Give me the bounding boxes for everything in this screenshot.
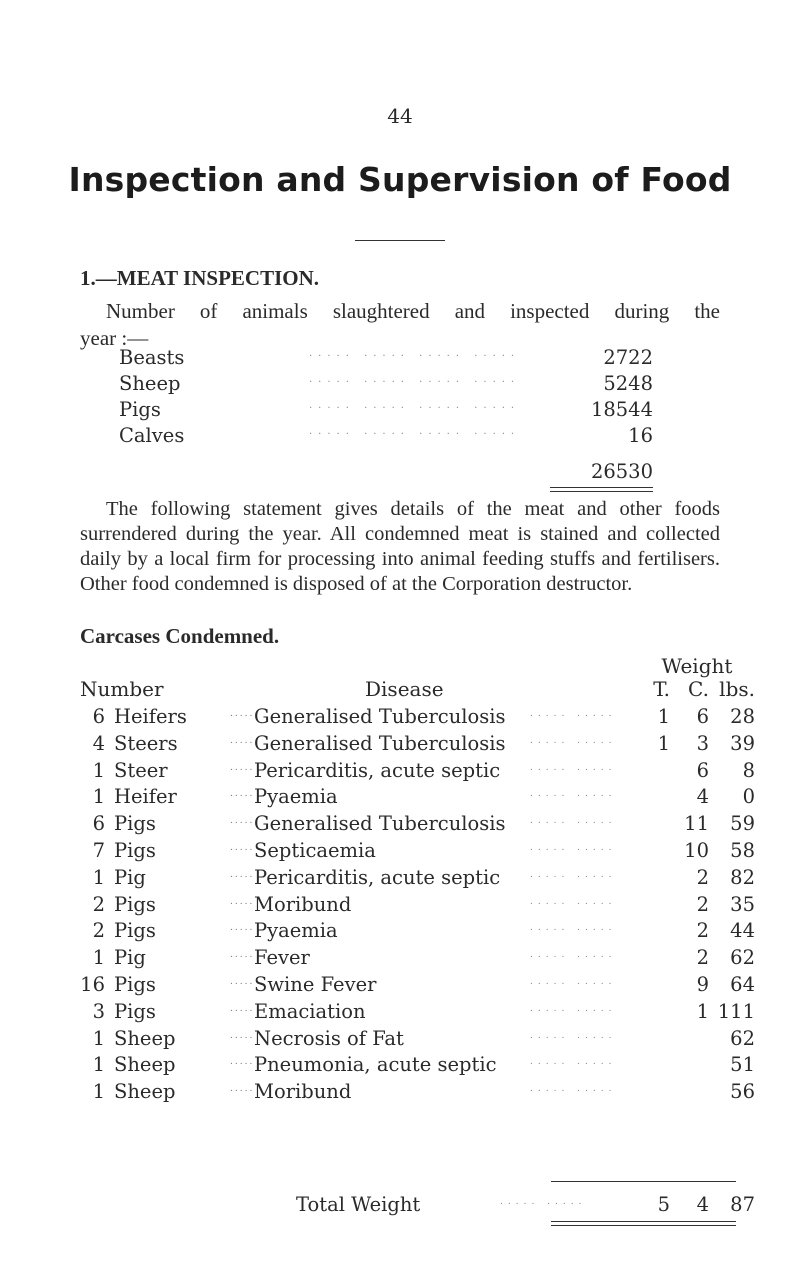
leader-dots: ..... bbox=[230, 896, 255, 907]
leader-dots: ..... ..... bbox=[530, 923, 617, 934]
carcases-heading: Carcases Condemned. bbox=[80, 624, 280, 648]
leader-dots: ..... bbox=[230, 1003, 255, 1014]
carcase-count: 16 bbox=[80, 973, 105, 996]
carcase-disease: Fever bbox=[254, 946, 310, 970]
leader-dots: ..... bbox=[230, 923, 255, 934]
carcase-weight-c: 11 bbox=[684, 812, 709, 836]
leader-dots: ..... bbox=[230, 843, 255, 853]
disease-header: Disease bbox=[365, 677, 444, 701]
leader-dots: ..... ..... bbox=[500, 1197, 587, 1207]
leader-dots: ..... ..... bbox=[530, 1057, 617, 1068]
carcase-disease: Moribund bbox=[254, 1080, 352, 1104]
table-row bbox=[0, 866, 800, 896]
total-rule bbox=[551, 1181, 736, 1182]
carcase-animal: Sheep bbox=[114, 1080, 176, 1104]
carcase-animal: Steer bbox=[114, 758, 168, 782]
carcase-weight-lbs: 62 bbox=[730, 1026, 755, 1050]
leader-dots: ..... ..... bbox=[530, 762, 617, 773]
carcase-count: 6 bbox=[92, 705, 105, 728]
carcase-weight-lbs: 39 bbox=[730, 731, 755, 755]
carcase-weight-c: 4 bbox=[696, 785, 709, 809]
stat-label: Sheep bbox=[119, 372, 181, 395]
carcase-disease: Pyaemia bbox=[254, 919, 338, 943]
carcase-disease: Generalised Tuberculosis bbox=[254, 731, 506, 755]
carcase-weight-c: 6 bbox=[696, 758, 709, 782]
carcase-animal: Pig bbox=[114, 865, 146, 889]
carcase-count: 1 bbox=[92, 1053, 105, 1077]
table-row bbox=[0, 1000, 800, 1030]
carcase-count: 4 bbox=[92, 731, 105, 755]
leader-dots: ..... ..... bbox=[530, 896, 617, 907]
table-row bbox=[0, 1027, 800, 1057]
leader-dots: ..... ..... bbox=[530, 1084, 617, 1095]
intro-line-2: year :— bbox=[80, 326, 149, 350]
carcase-count: 1 bbox=[92, 1026, 105, 1050]
carcase-animal: Pig bbox=[114, 946, 146, 970]
carcase-count: 1 bbox=[92, 785, 105, 809]
table-row bbox=[0, 705, 800, 735]
carcase-disease: Pericarditis, acute septic bbox=[254, 758, 501, 782]
leader-dots: ..... ..... bbox=[530, 709, 617, 719]
table-row bbox=[0, 973, 800, 1003]
carcase-disease: Moribund bbox=[254, 892, 352, 916]
statement-paragraph bbox=[80, 497, 720, 597]
stat-value: 5248 bbox=[603, 372, 653, 395]
carcase-weight-lbs: 62 bbox=[730, 946, 755, 970]
table-row bbox=[0, 785, 800, 815]
carcase-disease: Pneumonia, acute septic bbox=[254, 1053, 497, 1077]
carcase-animal: Heifers bbox=[114, 705, 187, 728]
carcase-animal: Pigs bbox=[114, 999, 156, 1023]
page-title: Inspection and Supervision of Food bbox=[68, 160, 732, 199]
table-row bbox=[0, 1080, 800, 1110]
double-rule bbox=[550, 487, 653, 488]
leader-dots: ..... bbox=[230, 762, 255, 773]
double-rule bbox=[551, 1221, 736, 1222]
leader-dots: ..... bbox=[230, 950, 255, 961]
carcase-weight-c: 2 bbox=[696, 946, 709, 970]
carcase-weight-c: 2 bbox=[696, 919, 709, 943]
stat-value: 16 bbox=[628, 424, 653, 447]
tons-header: T. bbox=[653, 677, 670, 701]
leader-dots: ..... bbox=[230, 869, 255, 880]
total-t: 5 bbox=[657, 1193, 670, 1216]
carcase-animal: Pigs bbox=[114, 892, 156, 916]
carcase-weight-c: 10 bbox=[684, 839, 709, 862]
carcase-weight-t: 1 bbox=[657, 705, 670, 728]
leader-dots: ..... ..... bbox=[530, 1003, 617, 1014]
leader-dots: ..... ..... bbox=[530, 789, 617, 800]
carcase-animal: Pigs bbox=[114, 919, 156, 943]
carcase-disease: Generalised Tuberculosis bbox=[254, 705, 506, 728]
carcase-weight-lbs: 0 bbox=[742, 785, 755, 809]
stat-row-calves bbox=[119, 424, 653, 454]
carcase-weight-lbs: 28 bbox=[730, 705, 755, 728]
leader-dots: ..... bbox=[230, 789, 255, 800]
carcase-count: 6 bbox=[92, 812, 105, 836]
leader-dots: ..... ..... bbox=[530, 735, 617, 746]
total-row bbox=[0, 1193, 800, 1223]
carcase-animal: Pigs bbox=[114, 812, 156, 836]
carcase-count: 1 bbox=[92, 758, 105, 782]
carcase-disease: Pyaemia bbox=[254, 785, 338, 809]
carcase-animal: Pigs bbox=[114, 973, 156, 996]
section-heading: 1.—MEAT INSPECTION. bbox=[80, 266, 320, 290]
carcase-animal: Heifer bbox=[114, 785, 177, 809]
table-row bbox=[0, 893, 800, 923]
stat-label: Pigs bbox=[119, 398, 161, 421]
leader-dots: ..... bbox=[230, 1084, 255, 1095]
carcase-weight-lbs: 58 bbox=[730, 839, 755, 862]
stat-label: Calves bbox=[119, 424, 185, 447]
table-row bbox=[0, 946, 800, 976]
carcase-count: 2 bbox=[92, 892, 105, 916]
carcase-animal: Sheep bbox=[114, 1053, 176, 1077]
cwt-header: C. bbox=[688, 677, 709, 701]
leader-dots: ..... ..... ..... ..... bbox=[309, 348, 521, 359]
table-row bbox=[0, 919, 800, 949]
table-row bbox=[0, 839, 800, 869]
carcase-weight-c: 1 bbox=[696, 999, 709, 1023]
carcase-weight-lbs: 59 bbox=[730, 812, 755, 836]
carcase-disease: Necrosis of Fat bbox=[254, 1026, 404, 1050]
carcase-weight-t: 1 bbox=[657, 731, 670, 755]
carcase-weight-lbs: 64 bbox=[730, 973, 755, 996]
carcase-count: 2 bbox=[92, 919, 105, 943]
total-c: 4 bbox=[696, 1193, 709, 1216]
carcase-count: 1 bbox=[92, 865, 105, 889]
table-row bbox=[0, 759, 800, 789]
carcase-disease: Septicaemia bbox=[254, 839, 376, 862]
carcase-weight-lbs: 35 bbox=[730, 892, 755, 916]
leader-dots: ..... bbox=[230, 1057, 255, 1068]
carcase-animal: Pigs bbox=[114, 839, 156, 862]
carcase-disease: Pericarditis, acute septic bbox=[254, 865, 501, 889]
carcase-count: 1 bbox=[92, 946, 105, 970]
carcase-disease: Swine Fever bbox=[254, 973, 377, 996]
leader-dots: ..... ..... ..... ..... bbox=[309, 426, 521, 437]
carcase-weight-c: 2 bbox=[696, 865, 709, 889]
carcase-weight-lbs: 111 bbox=[717, 999, 755, 1023]
leader-dots: ..... bbox=[230, 816, 255, 827]
table-row bbox=[0, 812, 800, 842]
leader-dots: ..... ..... bbox=[530, 950, 617, 961]
leader-dots: ..... ..... bbox=[530, 869, 617, 880]
leader-dots: ..... bbox=[230, 977, 255, 987]
carcase-count: 3 bbox=[92, 999, 105, 1023]
carcase-weight-c: 3 bbox=[696, 731, 709, 755]
leader-dots: ..... ..... bbox=[530, 1030, 617, 1041]
stat-value: 18544 bbox=[590, 398, 653, 421]
table-row bbox=[0, 732, 800, 762]
stat-total-row bbox=[119, 460, 653, 490]
carcase-disease: Generalised Tuberculosis bbox=[254, 812, 506, 836]
leader-dots: ..... bbox=[230, 709, 255, 719]
total-label: Total Weight bbox=[296, 1193, 421, 1216]
carcase-count: 1 bbox=[92, 1080, 105, 1104]
carcase-weight-lbs: 56 bbox=[730, 1080, 755, 1104]
carcase-weight-lbs: 8 bbox=[742, 758, 755, 782]
number-header: Number bbox=[80, 677, 164, 701]
total-lbs: 87 bbox=[730, 1193, 755, 1216]
leader-dots: ..... bbox=[230, 1030, 255, 1041]
double-rule bbox=[551, 1225, 736, 1226]
intro-line-1: Number of animals slaughtered and inspected during the bbox=[106, 299, 720, 323]
carcase-disease: Emaciation bbox=[254, 999, 366, 1023]
leader-dots: ..... ..... ..... ..... bbox=[309, 400, 521, 411]
stat-label: Beasts bbox=[119, 346, 185, 369]
carcase-weight-lbs: 82 bbox=[730, 865, 755, 889]
page-number: 44 bbox=[387, 104, 413, 128]
carcase-weight-lbs: 44 bbox=[730, 919, 755, 943]
stat-value: 2722 bbox=[603, 346, 653, 369]
statement-text: The following statement gives details of the meat and other foods surrendered during the year. All condemned meat is stained and collected daily by a local firm for processing into animal feeding stuffs and fertilisers. Other food condemned is disposed of at the Corporation destructor. bbox=[80, 498, 720, 595]
leader-dots: ..... ..... ..... ..... bbox=[309, 374, 521, 385]
carcase-weight-c: 9 bbox=[696, 973, 709, 996]
leader-dots: ..... bbox=[230, 735, 255, 746]
weight-header: Weight bbox=[661, 654, 733, 678]
carcase-weight-lbs: 51 bbox=[730, 1053, 755, 1077]
title-divider bbox=[355, 240, 445, 241]
stat-total-value: 26530 bbox=[590, 460, 653, 483]
intro-paragraph bbox=[80, 298, 720, 352]
leader-dots: ..... ..... bbox=[530, 977, 617, 987]
double-rule bbox=[550, 491, 653, 492]
carcase-animal: Steers bbox=[114, 731, 178, 755]
lbs-header: lbs. bbox=[719, 677, 755, 701]
carcase-animal: Sheep bbox=[114, 1026, 176, 1050]
carcase-count: 7 bbox=[92, 839, 105, 862]
carcase-weight-c: 6 bbox=[696, 705, 709, 728]
table-row bbox=[0, 1053, 800, 1083]
leader-dots: ..... ..... bbox=[530, 843, 617, 853]
leader-dots: ..... ..... bbox=[530, 816, 617, 827]
carcase-weight-c: 2 bbox=[696, 892, 709, 916]
